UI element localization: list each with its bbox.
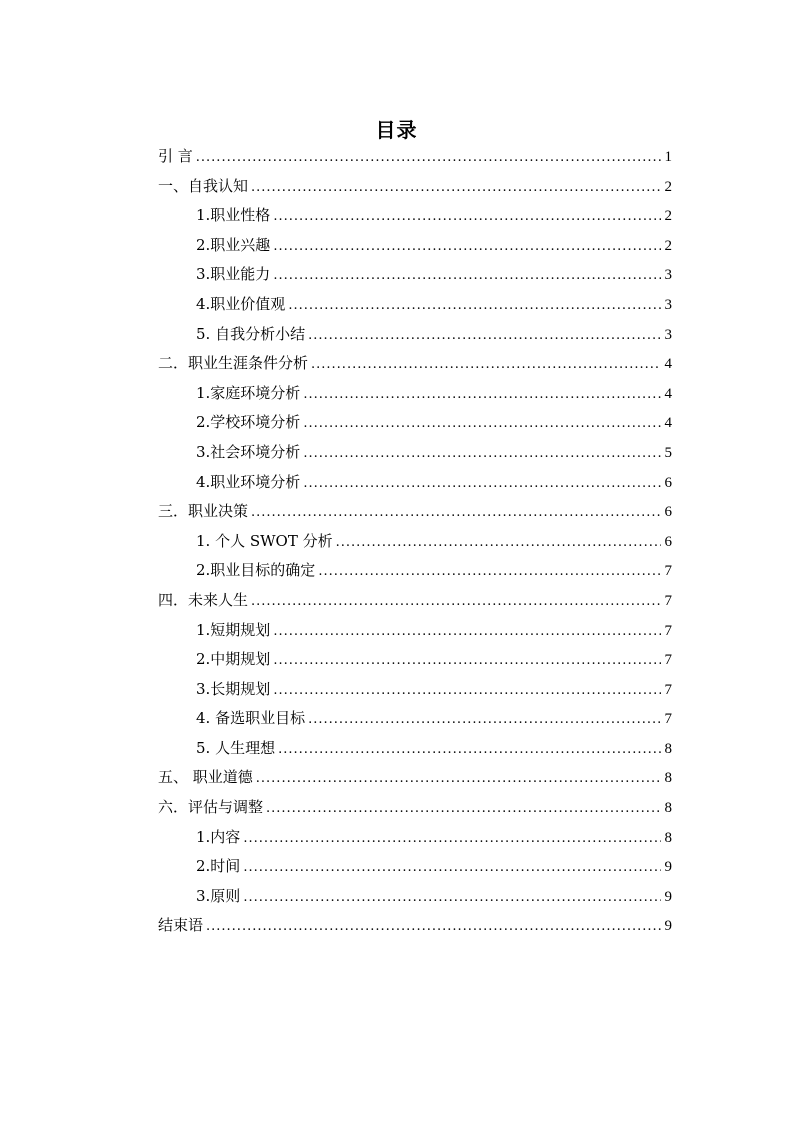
toc-dot-leader xyxy=(251,498,661,528)
toc-dot-leader xyxy=(196,143,661,173)
toc-page-number: 7 xyxy=(664,711,672,728)
toc-entry[interactable] xyxy=(158,704,672,734)
toc-entry[interactable] xyxy=(158,290,672,320)
toc-entry-title: 4.职业价值观 xyxy=(196,294,286,313)
toc-page-number: 4 xyxy=(664,356,672,373)
toc-page-number: 6 xyxy=(664,474,672,491)
toc-entry[interactable] xyxy=(158,734,672,764)
toc-page-number: 8 xyxy=(664,770,672,787)
toc-entry-title: 2.职业兴趣 xyxy=(196,235,271,254)
toc-entry[interactable] xyxy=(158,763,672,793)
toc-page-number: 3 xyxy=(664,326,672,343)
toc-entry-title: 5. 人生理想 xyxy=(196,738,276,757)
toc-entry[interactable] xyxy=(158,882,672,912)
toc-dot-leader xyxy=(251,173,661,203)
toc-page-number: 8 xyxy=(664,800,672,817)
toc-dot-leader xyxy=(278,735,661,765)
toc-entry[interactable] xyxy=(158,201,672,231)
toc-page-number: 2 xyxy=(664,208,672,225)
toc-entry[interactable] xyxy=(158,408,672,438)
toc-page-number: 2 xyxy=(664,237,672,254)
toc-entry-title: 3.原则 xyxy=(196,886,241,905)
toc-entry[interactable] xyxy=(158,556,672,586)
toc-page-number: 7 xyxy=(664,652,672,669)
toc-page-number: 7 xyxy=(664,681,672,698)
toc-entry[interactable] xyxy=(158,320,672,350)
toc-entry-title: 1.短期规划 xyxy=(196,620,271,639)
table-of-contents xyxy=(158,142,672,941)
toc-dot-leader xyxy=(308,705,661,735)
toc-page-number: 5 xyxy=(664,444,672,461)
toc-entry[interactable] xyxy=(158,616,672,646)
toc-page-number: 1 xyxy=(664,149,672,165)
toc-entry-title: 3.长期规划 xyxy=(196,679,271,698)
toc-page-number: 8 xyxy=(664,740,672,757)
toc-dot-leader xyxy=(273,617,661,647)
toc-dot-leader xyxy=(318,557,661,587)
toc-dot-leader xyxy=(273,232,661,262)
toc-entry-title: 一、自我认知 xyxy=(158,176,249,195)
toc-entry-title: 3.社会环境分析 xyxy=(196,442,301,461)
toc-entry-title: 1.家庭环境分析 xyxy=(196,383,301,402)
toc-page-number: 4 xyxy=(664,415,672,432)
toc-dot-leader xyxy=(303,409,661,439)
toc-entry-title: 结束语 xyxy=(158,916,204,935)
toc-page-number: 9 xyxy=(664,859,672,876)
toc-entry-title: 4.职业环境分析 xyxy=(196,472,301,491)
toc-entry-title: 引 言 xyxy=(158,147,193,165)
toc-entry-title: 1.职业性格 xyxy=(196,206,271,225)
toc-entry[interactable] xyxy=(158,172,672,202)
toc-entry[interactable] xyxy=(158,260,672,290)
toc-dot-leader xyxy=(303,380,661,410)
toc-dot-leader xyxy=(311,350,661,380)
toc-page-number: 6 xyxy=(664,533,672,550)
toc-entry-title: 二．职业生涯条件分析 xyxy=(158,354,309,373)
toc-dot-leader xyxy=(251,587,661,617)
toc-dot-leader xyxy=(243,853,661,883)
toc-entry[interactable] xyxy=(158,911,672,941)
toc-entry-title: 2.中期规划 xyxy=(196,650,271,669)
toc-dot-leader xyxy=(308,321,661,351)
toc-entry-title: 1.内容 xyxy=(196,827,241,846)
toc-page-number: 3 xyxy=(664,296,672,313)
toc-entry-title: 三．职业决策 xyxy=(158,502,249,521)
toc-dot-leader xyxy=(256,764,661,794)
toc-dot-leader xyxy=(273,646,661,676)
toc-entry-title: 六．评估与调整 xyxy=(158,798,264,817)
toc-entry-title: 2.职业目标的确定 xyxy=(196,561,316,580)
toc-entry[interactable] xyxy=(158,527,672,557)
toc-dot-leader xyxy=(206,912,661,942)
toc-entry[interactable] xyxy=(158,349,672,379)
toc-page-number: 9 xyxy=(664,888,672,905)
toc-dot-leader xyxy=(243,824,661,854)
toc-entry[interactable] xyxy=(158,675,672,705)
toc-entry-title: 2.学校环境分析 xyxy=(196,413,301,432)
toc-entry[interactable] xyxy=(158,497,672,527)
toc-entry-title: 5. 自我分析小结 xyxy=(196,324,306,343)
toc-entry[interactable] xyxy=(158,231,672,261)
toc-entry-title: 2.时间 xyxy=(196,857,241,876)
toc-entry[interactable] xyxy=(158,823,672,853)
toc-entry[interactable] xyxy=(158,468,672,498)
toc-page-number: 2 xyxy=(664,178,672,195)
toc-dot-leader xyxy=(303,469,661,499)
toc-dot-leader xyxy=(273,202,661,232)
toc-page-number: 4 xyxy=(664,385,672,402)
toc-entry[interactable] xyxy=(158,793,672,823)
toc-page-number: 7 xyxy=(664,622,672,639)
toc-entry-title: 3.职业能力 xyxy=(196,265,271,284)
toc-dot-leader xyxy=(266,794,661,824)
toc-page-number: 6 xyxy=(664,504,672,521)
toc-dot-leader xyxy=(303,439,661,469)
toc-entry-title: 1. 个人 SWOT 分析 xyxy=(196,531,333,550)
toc-dot-leader xyxy=(273,676,661,706)
toc-dot-leader xyxy=(288,291,661,321)
toc-page-number: 7 xyxy=(664,563,672,580)
toc-entry[interactable] xyxy=(158,852,672,882)
toc-page-number: 3 xyxy=(664,267,672,284)
toc-entry-title: 五、 职业道德 xyxy=(158,768,253,787)
toc-entry[interactable] xyxy=(158,586,672,616)
toc-page-number: 8 xyxy=(664,829,672,846)
toc-dot-leader xyxy=(273,261,661,291)
toc-entry[interactable] xyxy=(158,142,672,172)
page-title: 目录 xyxy=(375,118,418,143)
toc-dot-leader xyxy=(243,883,661,913)
toc-entry[interactable] xyxy=(158,379,672,409)
toc-dot-leader xyxy=(336,528,661,558)
toc-page-number: 7 xyxy=(664,592,672,609)
toc-entry[interactable] xyxy=(158,645,672,675)
toc-page-number: 9 xyxy=(664,918,672,935)
toc-entry-title: 四．未来人生 xyxy=(158,590,249,609)
toc-entry[interactable] xyxy=(158,438,672,468)
toc-entry-title: 4. 备选职业目标 xyxy=(196,709,306,728)
